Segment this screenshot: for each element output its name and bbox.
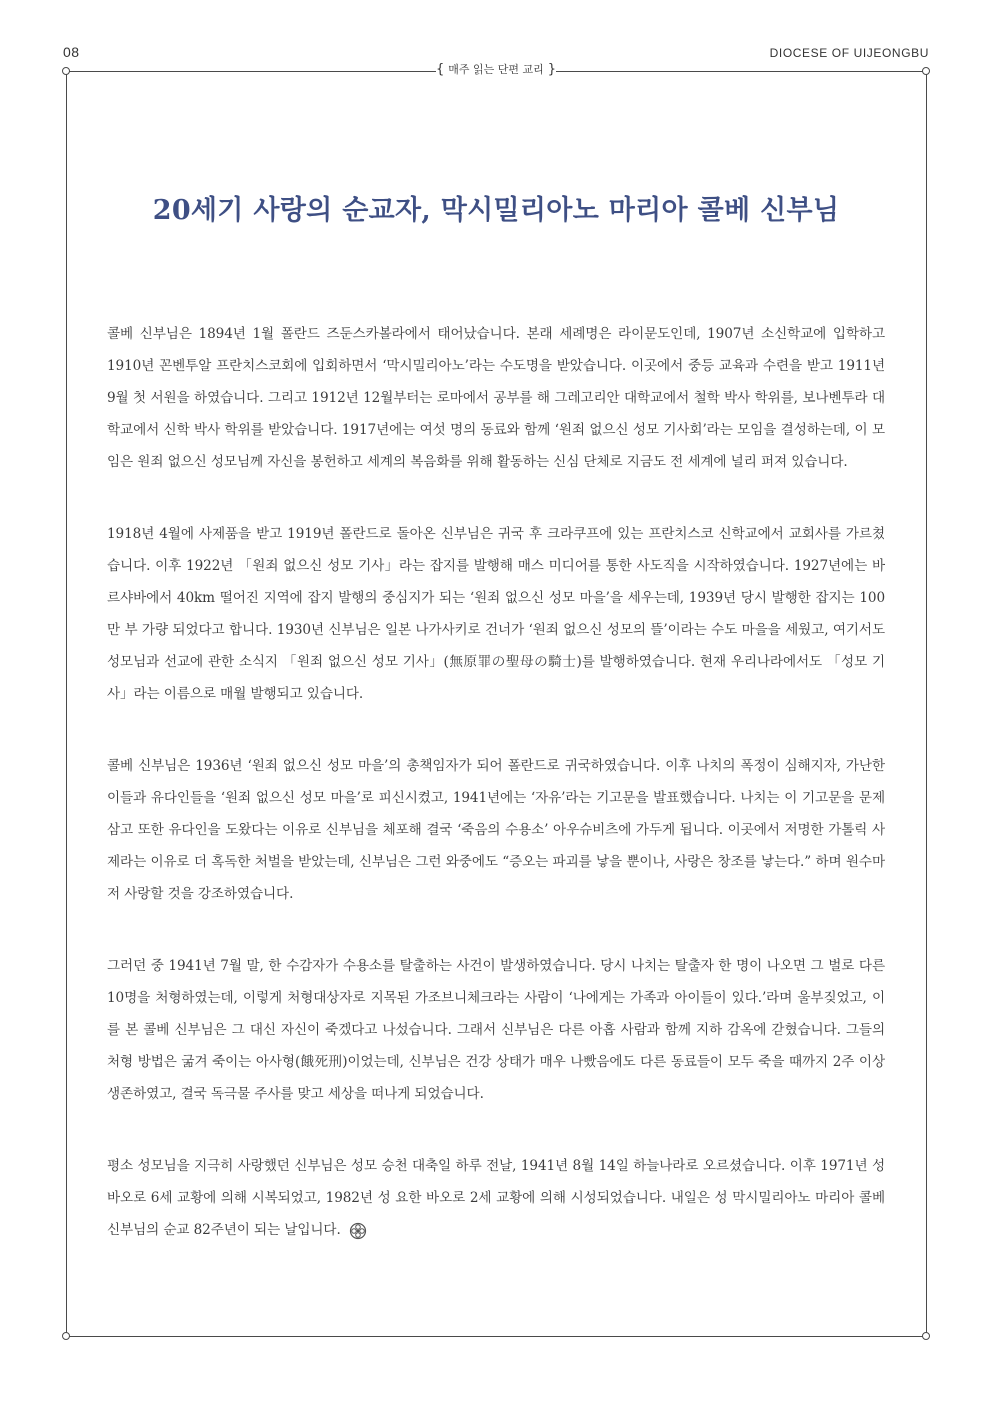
paragraph-5 bbox=[107, 1150, 885, 1246]
diocese-name: DIOCESE OF UIJEONGBU bbox=[769, 46, 929, 60]
article-body bbox=[107, 318, 885, 1286]
bracket-right: } bbox=[547, 62, 557, 77]
article-title: 20세기 사랑의 순교자, 막시밀리아노 마리아 콜베 신부님 bbox=[152, 195, 840, 226]
bracket-left: { bbox=[435, 62, 445, 77]
paragraph-5-text: 평소 성모님을 지극히 사랑했던 신부님은 성모 승천 대축일 하루 전날, 1941년 8월 14일 하늘나라로 오르셨습니다. 이후 1971년 성 바오로 6세 교황에 의해 시복되었고, 1982년 성 요한 바오로 2세 교황에 의해 시성되었습니다. 내일은 성 막시밀리아노 마리아 콜베 신부님의 순교 82주년이 되는 날입니다. bbox=[107, 1158, 885, 1238]
paragraph-1: 콜베 신부님은 1894년 1월 폴란드 즈둔스카볼라에서 태어났습니다. 본래 세례명은 라이문도인데, 1907년 소신학교에 입학하고 1910년 꼰벤투알 프란치스코회에 입회하면서 ‘막시밀리아노’라는 수도명을 받았습니다. 이곳에서 중등 교육과 수련을 받고 1911년 9월 첫 서원을 하였습니다. 그리고 1912년 12월부터는 로마에서 공부를 해 그레고리안 대학교에서 철학 박사 학위를, 보나벤투라 대학교에서 신학 박사 학위를 받았습니다. 1917년에는 여섯 명의 동료와 함께 ‘원죄 없으신 성모 기사회’라는 모임을 결성하는데, 이 모임은 원죄 없으신 성모님께 자신을 봉헌하고 세계의 복음화를 위해 활동하는 신심 단체로 지금도 전 세계에 널리 퍼져 있습니다. bbox=[107, 326, 885, 470]
section-label bbox=[0, 62, 992, 78]
paragraph-3: 콜베 신부님은 1936년 ‘원죄 없으신 성모 마을’의 총책임자가 되어 폴란드로 귀국하였습니다. 이후 나치의 폭정이 심해지자, 가난한 이들과 유다인들을 ‘원죄 없으신 성모 마을’로 피신시켰고, 1941년에는 ‘자유’라는 기고문을 발표했습니다. 나치는 이 기고문을 문제 삼고 또한 유다인을 도왔다는 이유로 신부님을 체포해 결국 ‘죽음의 수용소’ 아우슈비츠에 가두게 됩니다. 이곳에서 저명한 가톨릭 사제라는 이유로 더 혹독한 처벌을 받았는데, 신부님은 그런 와중에도 “증오는 파괴를 낳을 뿐이나, 사랑은 창조를 낳는다.” 하며 원수마저 사랑할 것을 강조하였습니다. bbox=[107, 758, 885, 902]
paragraph-4: 그러던 중 1941년 7월 말, 한 수감자가 수용소를 탈출하는 사건이 발생하였습니다. 당시 나치는 탈출자 한 명이 나오면 그 벌로 다른 10명을 처형하였는데, 이렇게 처형대상자로 지목된 가조브니체크라는 사람이 ‘나에게는 가족과 아이들이 있다.’라며 울부짖었고, 이를 본 콜베 신부님은 그 대신 자신이 죽겠다고 나섰습니다. 그래서 신부님은 다른 아홉 사람과 함께 지하 감옥에 갇혔습니다. 그들의 처형 방법은 굶겨 죽이는 아사형(餓死刑)이었는데, 신부님은 건강 상태가 매우 나빴음에도 다른 동료들이 모두 죽을 때까지 2주 이상 생존하였고, 결국 독극물 주사를 맞고 세상을 떠나게 되었습니다. bbox=[107, 958, 885, 1102]
page-number: 08 bbox=[63, 44, 80, 60]
paragraph-2: 1918년 4월에 사제품을 받고 1919년 폴란드로 돌아온 신부님은 귀국 후 크라쿠프에 있는 프란치스코 신학교에서 교회사를 가르쳤습니다. 이후 1922년 「원죄 없으신 성모 기사」라는 잡지를 발행해 매스 미디어를 통한 사도직을 시작하였습니다. 1927년에는 바르샤바에서 40km 떨어진 지역에 잡지 발행의 중심지가 되는 ‘원죄 없으신 성모 마을’을 세우는데, 1939년 당시 발행한 잡지는 100만 부 가량 되었다고 합니다. 1930년 신부님은 일본 나가사키로 건너가 ‘원죄 없으신 성모의 뜰’이라는 수도 마을을 세웠고, 여기서도 성모님과 선교에 관한 소식지 「원죄 없으신 성모 기사」(無原罪の聖母の騎士)를 발행하였습니다. 현재 우리나라에서도 「성모 기사」라는 이름으로 매월 발행되고 있습니다. bbox=[107, 526, 885, 702]
flower-ornament-icon bbox=[349, 1220, 367, 1238]
section-label-text: 매주 읽는 단편 교리 bbox=[444, 63, 548, 76]
corner-circle-bottom-left bbox=[62, 1332, 70, 1340]
right-rule bbox=[926, 74, 927, 1336]
left-rule bbox=[66, 74, 67, 1336]
footer-rule bbox=[66, 1336, 926, 1337]
corner-circle-bottom-right bbox=[922, 1332, 930, 1340]
